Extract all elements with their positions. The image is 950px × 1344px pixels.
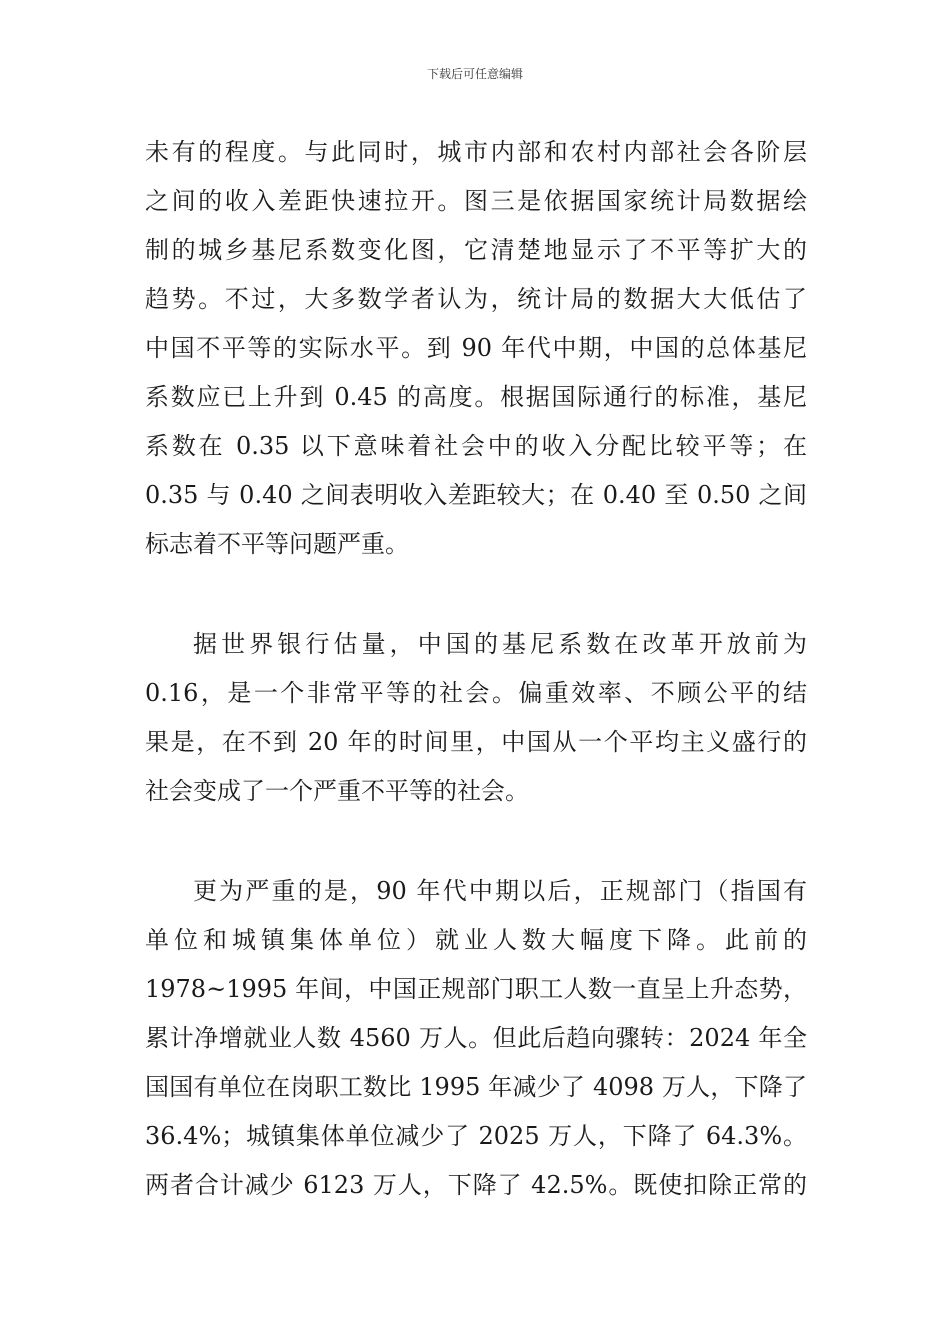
text-line: 制的城乡基尼系数变化图，它清楚地显示了不平等扩大的 [145, 236, 807, 264]
page-header: 下载后可任意编辑 [426, 67, 523, 81]
document-body [145, 128, 807, 1210]
text-line: 累计净增就业人数 4560 万人。但此后趋向骤转：2024 年全 [145, 1024, 807, 1052]
text-line: 更为严重的是，90 年代中期以后，正规部门（指国有 [193, 877, 807, 905]
text-line: 1978~1995 年间，中国正规部门职工人数一直呈上升态势， [145, 975, 807, 1003]
text-line: 0.35 与 0.40 之间表明收入差距较大；在 0.40 至 0.50 之间 [145, 481, 807, 509]
paragraph-1 [145, 128, 807, 569]
text-line: 标志着不平等问题严重。 [145, 530, 409, 558]
paragraph-2 [145, 620, 807, 816]
text-line: 系数应已上升到 0.45 的高度。根据国际通行的标准，基尼 [145, 383, 807, 411]
text-line: 据世界银行估量，中国的基尼系数在改革开放前为 [193, 630, 807, 658]
text-line: 单位和城镇集体单位）就业人数大幅度下降。此前的 [145, 926, 807, 954]
text-line: 36.4%；城镇集体单位减少了 2025 万人，下降了 64.3%。 [145, 1122, 807, 1150]
text-line: 果是，在不到 20 年的时间里，中国从一个平均主义盛行的 [145, 728, 807, 756]
text-line: 未有的程度。与此同时，城市内部和农村内部社会各阶层 [145, 138, 807, 166]
text-line: 系数在 0.35 以下意味着社会中的收入分配比较平等；在 [145, 432, 807, 460]
text-line: 中国不平等的实际水平。到 90 年代中期，中国的总体基尼 [145, 334, 807, 362]
text-line: 之间的收入差距快速拉开。图三是依据国家统计局数据绘 [145, 187, 807, 215]
text-line: 国国有单位在岗职工数比 1995 年减少了 4098 万人，下降了 [145, 1073, 807, 1101]
text-line: 两者合计减少 6123 万人，下降了 42.5%。既使扣除正常的 [145, 1171, 807, 1199]
paragraph-gap [145, 569, 807, 620]
paragraph-3 [145, 867, 807, 1210]
paragraph-gap [145, 816, 807, 867]
text-line: 0.16，是一个非常平等的社会。偏重效率、不顾公平的结 [145, 679, 807, 707]
text-line: 趋势。不过，大多数学者认为，统计局的数据大大低估了 [145, 285, 807, 313]
text-line: 社会变成了一个严重不平等的社会。 [145, 777, 529, 805]
